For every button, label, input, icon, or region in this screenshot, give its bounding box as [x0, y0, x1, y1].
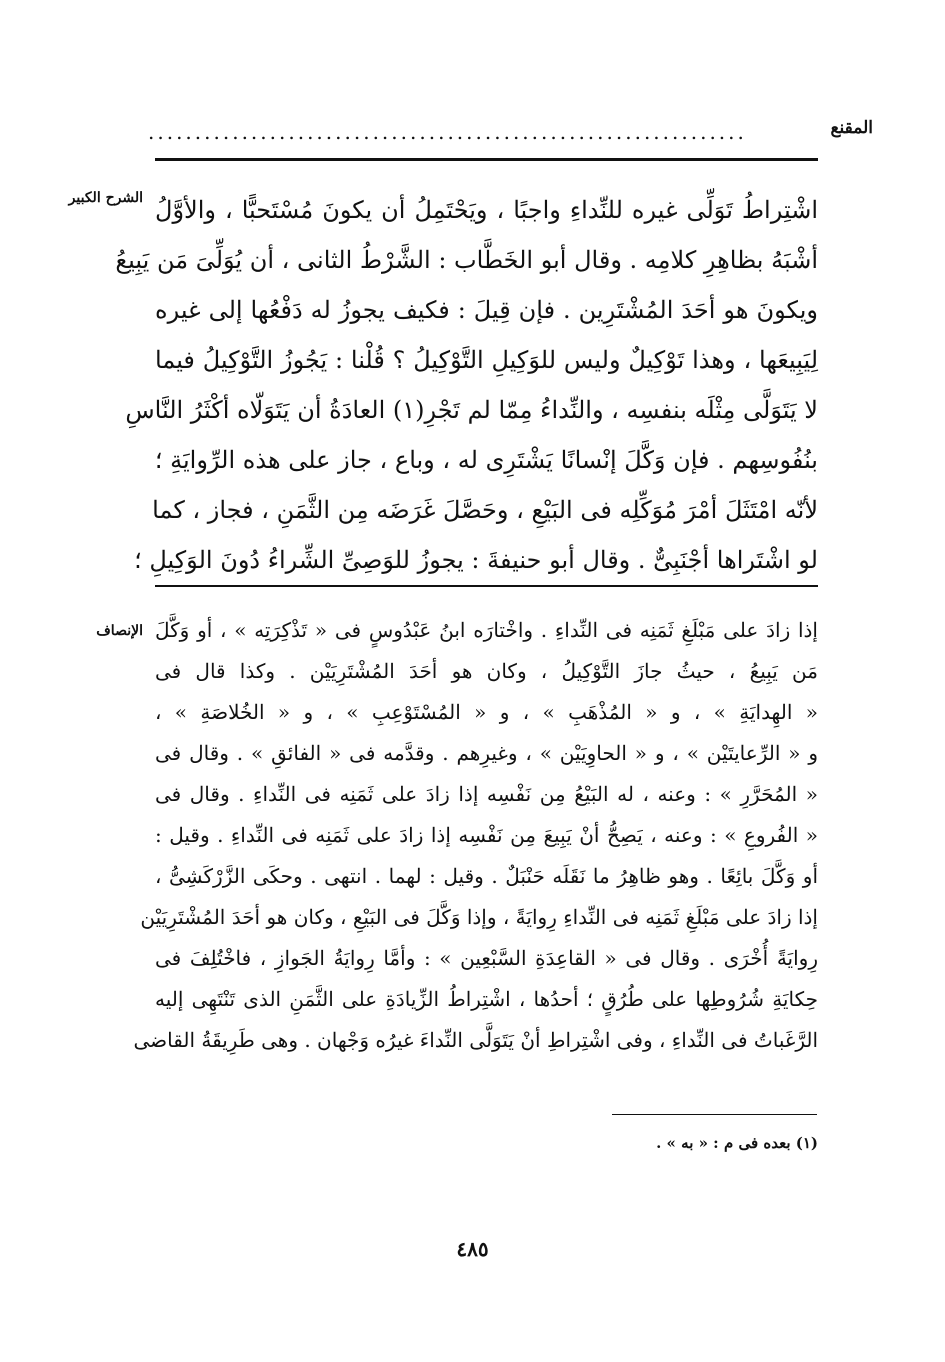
sharh-text-block [115, 185, 818, 585]
page-number: ٤٨٥ [456, 1237, 489, 1261]
header-dot-leader: ................................................................ [148, 120, 747, 144]
text-line: رِوايَةً أُخْرَى . وقال فى « القاعِدَةِ السَّبْعِين » : وأمَّا رِوايَةُ الجَوازِ ، فاخْتُلِفَ فى [155, 946, 818, 970]
text-line: لو اشْتَراها أجْنَبِىٌّ . وقال أبو حنيفةَ : يجوزُ للوَصِىِّ الشِّراءُ دُونَ الوَكِيلِ ؛ [134, 546, 818, 574]
book-title: المقنع [830, 118, 873, 138]
text-line: أشْبَهُ بظاهِرِ كلامِه . وقال أبو الخَطَّاب : الشَّرْطُ الثانى ، أن يُوَلِّىَ مَن يَبِيعُ [115, 246, 818, 274]
text-line: إذا زادَ على مَبْلَغِ ثَمَنِه فى النِّداءِ . واخْتارَه ابنُ عَبْدُوسٍ فى « تَذْكِرَتِه » ، أو وَكَّلَ [155, 618, 818, 642]
text-line: بنُفُوسِهم . فإن وَكَّلَ إنْسانًا يَشْتَرِى له ، وباع ، جاز على هذه الرِّوايَةِ ؛ [154, 446, 818, 474]
text-line: لا يَتَوَلَّى مِثْلَه بنفسِه ، والنِّداءُ مِمّا لم تَجْرِ(١) العادَةُ أن يَتَوَلّاه أكْثَرُ النَّاسِ [125, 396, 818, 424]
section-label-sharh: الشرح الكبير [68, 190, 143, 206]
text-line: « الفُروعِ » : وعنه ، يَصِحُّ أنْ يَبِيعَ مِن نَفْسِه إذا زادَ على ثَمَنِه فى النِّداءِ . وقيل : [155, 823, 818, 847]
footnote-rule [612, 1114, 817, 1115]
text-line: إذا زادَ على مَبْلَغِ ثَمَنِه فى النِّداءِ رِوايَةً ، وإذا وَكَّلَ فى البَيْعِ ، وكان هو أحَدَ المُشْتَرِيَيْن [140, 905, 818, 929]
text-line: و « الرِّعايتَيْن » ، و « الحاوِيَيْن » ، وغيرِهم . وقدَّمه فى « الفائقِ » . وقال فى [155, 741, 818, 765]
insaf-text-block [133, 610, 818, 1061]
text-line: ويكونَ هو أحَدَ المُشْتَرِين . فإن قِيلَ : فكيف يجوزُ له دَفْعُها إلى غيره [155, 296, 818, 324]
page-header [148, 118, 873, 146]
footnote: (١) بعده فى م : « به » . [656, 1134, 818, 1152]
text-line: « المُحَرَّرِ » : وعنه ، له البَيْعُ مِن نَفْسِه إذا زادَ على ثَمَنِه فى النِّداءِ . وقال فى [155, 782, 818, 806]
text-line: اشْتِراطُ تَوَلِّى غيره للنِّداءِ واجبًا ، ويَحْتَمِلُ أن يكونَ مُسْتَحبًّا ، والأوَّلُ [155, 196, 818, 224]
text-line: حِكايَةِ شُرُوطِها على طُرُقٍ ؛ أحدُها ، اشْتِراطُ الزِّيادَةِ على الثَّمَنِ الذى تَنْتَهِى إليه [155, 987, 818, 1011]
text-line: لأنّه امْتَثَلَ أمْرَ مُوَكِّلِه فى البَيْعِ ، وحَصَّلَ غَرَضَه مِن الثَّمَنِ ، فجاز ، كما [152, 496, 818, 524]
text-line: الرَّغَباتُ فى النِّداءِ ، وفى اشْتِراطِ أنْ يَتَوَلَّى النِّداءَ غيرُه وَجْهان . وهى طَرِيقَةُ القاضى [133, 1028, 818, 1052]
text-line: مَن يَبِيعُ ، حيثُ جازَ التَّوْكِيلُ ، وكان هو أحَدَ المُشْتَرِيَيْن . وكذا قال فى [155, 659, 818, 683]
header-rule [155, 158, 818, 161]
text-line: أو وَكَّلَ بائِعًا . وهو ظاهِرُ ما نَقَلَه حَنْبَلٌ . وقيل : لهما . انتهى . وحكَى الزَّرْكَشِىُّ ، [155, 864, 818, 888]
text-line: لِيَبِيعَها ، وهذا تَوْكِيلٌ وليس للوَكِيلِ التَّوْكِيلُ ؟ قُلْنا : يَجُوزُ التَّوْكِيلُ فيما [155, 346, 818, 374]
text-line: « الهِدايَةِ » ، و « المُذْهَبِ » ، و « المُسْتَوْعِبِ » ، و « الخُلاصَةِ » ، [155, 700, 818, 724]
section-divider [155, 585, 818, 587]
section-label-insaf: الإنصاف [96, 623, 143, 639]
